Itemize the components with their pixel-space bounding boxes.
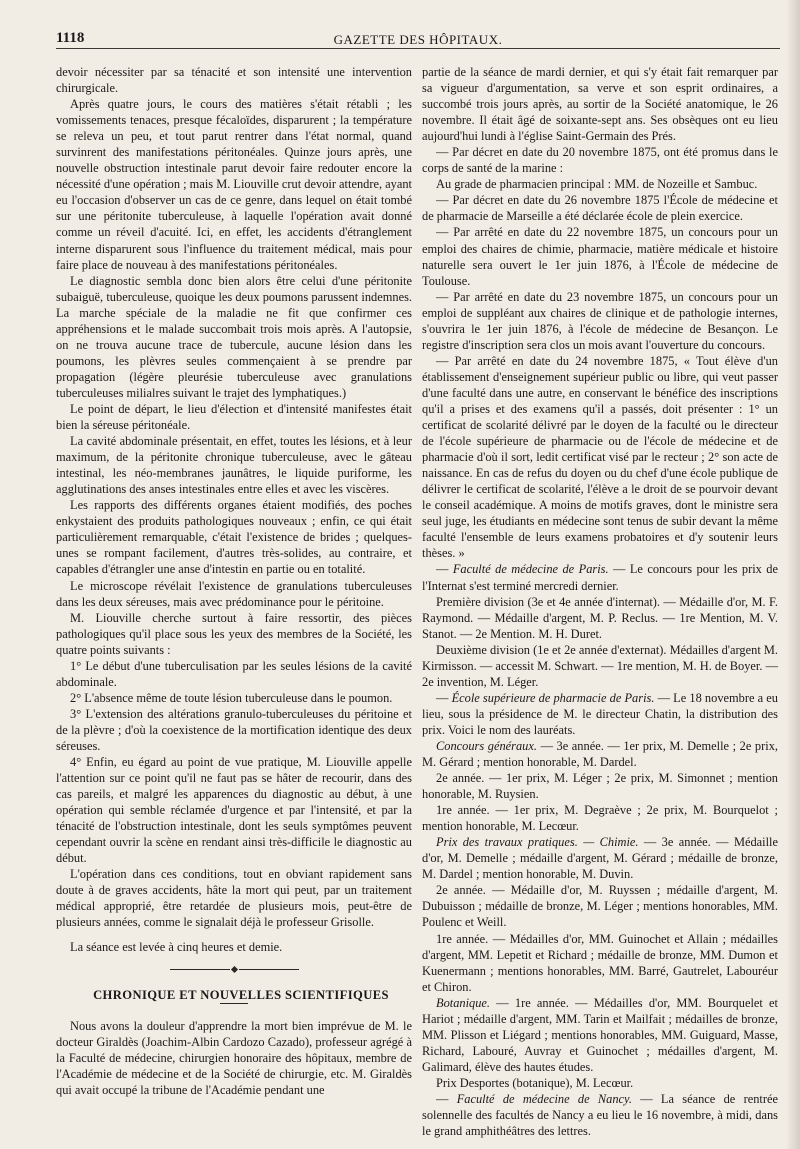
paragraph: 2e année. — 1er prix, M. Léger ; 2e prix, M. Simonnet ; mention honorable, M. Ruysien.: [422, 771, 778, 802]
ornament-divider: [56, 967, 412, 973]
paragraph: Nous avons la douleur d'apprendre la mort bien imprévue de M. le docteur Giraldès (Joachim-Albin Cardozo Cazado), professeur agrégé à la Faculté de médecine, chirurgien honoraire des hôpitaux, membre de l'Académie de médecine et de la Société de chirurgie, etc. M. Giraldès qui avait occupé la tribune de l'Académie pendant une: [56, 1018, 412, 1097]
paragraph: partie de la séance de mardi dernier, et qui s'y était fait remarquer par sa vigueur d'argumentation, sa verve et son esprit ordinaires, a succombé trois jours après, au sortir de la Société anatomique, le 26 novembre. Il était âgé de soixante-sept ans. Ses obsèques ont eu lieu aujourd'hui lundi à l'église Saint-Germain des Prés.: [422, 65, 778, 144]
page-edge-shadow: [786, 0, 800, 1149]
paragraph: Le diagnostic sembla donc bien alors être celui d'une péritonite subaiguë, tuberculeuse, quoique les deux poumons parussent indemnes. La marche spéciale de la maladie ne fit que confirmer ces appréhensions et le malade succombait trois mois après. A l'autopsie, on ne trouva aucune trace de tubercule, aucune lésion dans les poumons, les plèvres seules commençaient à se prendre par propagation (légère pleurésie tuberculeuse avec granulations tuberculeuses milialres suivant le trajet des lymphatiques.): [56, 273, 412, 400]
paragraph: devoir nécessiter par sa ténacité et son intensité une intervention chirurgicale.: [56, 65, 412, 96]
paragraph: — Par arrêté en date du 22 novembre 1875, un concours pour un emploi des chaires de chimie, pharmacie, matière médicale et histoire naturelle sera ouvert le 1er juin 1876, à l'École de médecine de Toulouse.: [422, 225, 778, 288]
paragraph: Le point de départ, le lieu d'élection et d'intensité manifestes était bien la séreuse péritonéale.: [56, 401, 412, 433]
italic-heading: École supérieure de pharmacie de Paris.: [451, 690, 655, 705]
list-item: 3° L'extension des altérations granulo-tuberculeuses du péritoine et de la plèvre ; d'où la coexistence de la mortification identique des deux séreuses.: [56, 706, 412, 753]
paragraph: Les rapports des différents organes étaient modifiés, des poches enkystaient des produits pathologiques nouveaux ; enfin, ce qui était particulièrement remarquable, c'était l'existence de brides ; quelques-unes se rompant facilement, d'autres très-solides, au contraire, et capables d'étrangler une anse d'intestin en partie ou en totalité.: [56, 498, 412, 577]
paragraph-text: — Le concours pour les prix de l'Internat s'est terminé mercredi dernier.: [422, 562, 778, 593]
italic-heading: Faculté de médecine de Paris.: [452, 562, 609, 577]
paragraph: Après quatre jours, le cours des matières s'était rétabli ; les vomissements tenaces, presque fécaloïdes, disparurent ; la température se releva un peu, et tout parut rentrer dans l'état normal, quand survinrent des manifestations péritonéales. Quinze jours après, une nouvelle obstruction intestinale parut devoir faire redouter encore la nécessité d'une opération ; mais M. Liouville crut devoir attendre, ayant eu l'occasion d'observer un cas de ce genre, dans lequel on était tombé sur une péritonite tuberculeuse, à laquelle l'opération avait donné comme un réveil d'acuité. Ici, en effet, les accidents d'étranglement interne disparurent sous l'influence du traitement médical, mais pour faire place de nouveau à des manifestations péritonéales.: [56, 97, 412, 272]
paragraph: [422, 738, 778, 770]
italic-heading: Faculté de médecine de Nancy.: [456, 1092, 632, 1106]
paragraph-text: — 3e année. — 1er prix, M. Demelle ; 2e prix, M. Gérard ; mention honorable, M. Dardel.: [422, 738, 778, 770]
paragraph: — Par décret en date du 26 novembre 1875 l'École de médecine et de pharmacie de Marseille a été déclarée école de plein exercice.: [422, 193, 778, 224]
short-rule: [220, 1003, 248, 1004]
dash: —: [436, 690, 452, 705]
section-heading: CHRONIQUE ET NOUVELLES SCIENTIFIQUES: [93, 987, 389, 1002]
paragraph: — Par arrêté en date du 24 novembre 1875, « Tout élève d'un établissement d'enseignement supérieur public ou libre, qui veut passer d'une faculté dans une autre, en conservant le bénéfice des inscriptions qu'il a prises et des examens qu'il a passés, doit présenter : 1° un certificat de scolarité délivré par le doyen de la faculté ou le directeur de l'école supérieure de pharmacie ou de l'école de médecine et de pharmacie d'où il sort, ledit certificat visé par le recteur ; 2° son acte de naissance. En cas de refus du doyen ou du chef d'une école publique de délivrer le certificat de scolarité, l'élève a le droit de se pourvoir devant le conseil académique. A moins de motifs graves, dont le ministre sera seul juge, les étudiants en médecine sont tenus de subir devant la même faculté l'ensemble de leurs examens probatoires et d'y soutenir leurs thèses. »: [422, 353, 778, 561]
left-column: [56, 64, 412, 1098]
running-title: GAZETTE DES HÔPITAUX.: [333, 32, 503, 47]
paragraph: Au grade de pharmacien principal : MM. de Nozeille et Sambuc.: [436, 177, 758, 192]
italic-heading: Prix des travaux pratiques. — Chimie.: [436, 835, 639, 850]
paragraph: M. Liouville cherche surtout à faire ressortir, des pièces pathologiques qu'il place sous les yeux des membres de la Société, les quatre points suivants :: [56, 610, 412, 657]
paragraph: [422, 690, 778, 738]
list-item: 1° Le début d'une tuberculisation par les seules lésions de la cavité abdominale.: [56, 658, 412, 689]
italic-heading: Botanique.: [436, 995, 491, 1010]
paragraph: — Par décret en date du 20 novembre 1875, ont été promus dans le corps de santé de la marine :: [422, 145, 778, 176]
list-item: 2° L'absence même de toute lésion tuberculeuse dans le poumon.: [70, 690, 393, 705]
session-end-note: La séance est levée à cinq heures et demie.: [70, 939, 283, 954]
paragraph: Première division (3e et 4e année d'internat). — Médaille d'or, M. F. Raymond. — Médaille d'argent, M. P. Reclus. — 1re Mention, M. V. Stanot. — 2e Mention. M. H. Duret.: [422, 594, 778, 641]
paragraph: 1re année. — Médailles d'or, MM. Guinochet et Allain ; médailles d'argent, MM. Lepetit et Richard ; médaille de bronze, MM. Dumon et Kuenermann ; mentions honorables, MM. Barré, Gautrelet, Labouréur et Chiron.: [422, 931, 778, 994]
paragraph: Deuxième division (1e et 2e année d'externat). Médailles d'argent M. Kirmisson. — accessit M. Schwart. — 1re mention, M. H. de Boyer. — 2e invention, M. Léger.: [422, 642, 778, 689]
paragraph: 1re année. — 1er prix, M. Degraève ; 2e prix, M. Bourquelot ; mention honorable, M. Lecœur.: [422, 803, 778, 834]
paragraph: 2e année. — Médaille d'or, M. Ruyssen ; médaille d'argent, M. Dubuisson ; médaille de bronze, M. Léger ; mentions honorables, MM. Poulenc et Weill.: [422, 883, 778, 930]
right-column: [422, 64, 778, 1139]
paragraph: Prix Desportes (botanique), M. Lecœur.: [436, 1075, 634, 1090]
paragraph-text: — Le 18 novembre a eu lieu, sous la présidence de M. le directeur Chatin, la distribution des prix. Voici le nom des lauréats.: [422, 690, 778, 737]
list-item: 4° Enfin, eu égard au point de vue pratique, M. Liouville appelle l'attention sur ce point qu'il ne faut pas se hâter de recourir, dans des cas pareils, et malgré les apparences du diagnostic au début, à une opération qui semble réclamée d'urgence et par l'intensité, et par la ténacité de l'obstruction intestinale, dont les seuls symptômes peuvent cependant ouvrir la scène en rendant ainsi très-difficile le diagnostic au début.: [56, 755, 412, 866]
paragraph: Le microscope révélait l'existence de granulations tuberculeuses dans les deux séreuses, mais avec prédominance pour le péritoine.: [56, 578, 412, 609]
header-rule: [56, 48, 780, 49]
paragraph: L'opération dans ces conditions, tout en obviant rapidement sans doute à de graves accidents, hâte la mort qui peut, par un traitement médical approprié, être retardée de plusieurs mois, peut-être de plusieurs années, comme le signalait déjà le professeur Grisolle.: [56, 867, 412, 930]
paragraph-text: — 1re année. — Médailles d'or, MM. Bourquelet et Hariot ; médaille d'argent, MM. Tarin et Mailfait ; médailles de bronze, MM. Plisson et Liégard ; mentions honorables, MM. Guiguard, Masse, Richard, Labouré, Auvray et Guinochet ; médailles d'argent, M. Galimard, élève des hautes études.: [422, 995, 778, 1074]
paragraph: La cavité abdominale présentait, en effet, toutes les lésions, et à leur maximum, de la péritonite chronique tuberculeuse, avec le gâteau intestinal, les néo-membranes jaunâtres, le liquide puriforme, les agglutinations des anses intestinales entre elles et avec les viscères.: [56, 434, 412, 497]
dash: —: [436, 562, 453, 577]
paragraph: [422, 995, 778, 1075]
paragraph: [422, 1091, 778, 1139]
dash: —: [436, 1092, 457, 1106]
page-number: 1118: [56, 30, 85, 46]
paragraph: [422, 561, 778, 593]
paragraph-text: — La séance de rentrée solennelle des facultés de Nancy a eu lieu le 16 novembre, à midi, dans le grand amphithéâtres des lettres.: [422, 1092, 778, 1139]
paragraph: [422, 834, 778, 882]
italic-heading: Concours généraux.: [436, 738, 537, 753]
paragraph: — Par arrêté en date du 23 novembre 1875, un concours pour un emploi de suppléant aux chaires de clinique et de pathologie internes, s'ouvrira le 1er juin 1876, à l'école de médecine de Besançon. Le registre d'inscription sera clos un mois avant l'ouverture du concours.: [422, 289, 778, 352]
paragraph-text: — 3e année. — Médaille d'or, M. Demelle ; médaille d'argent, M. Gérard ; médaille de bronze, M. Dardel ; mention honorable, M. Duvin.: [422, 835, 778, 882]
